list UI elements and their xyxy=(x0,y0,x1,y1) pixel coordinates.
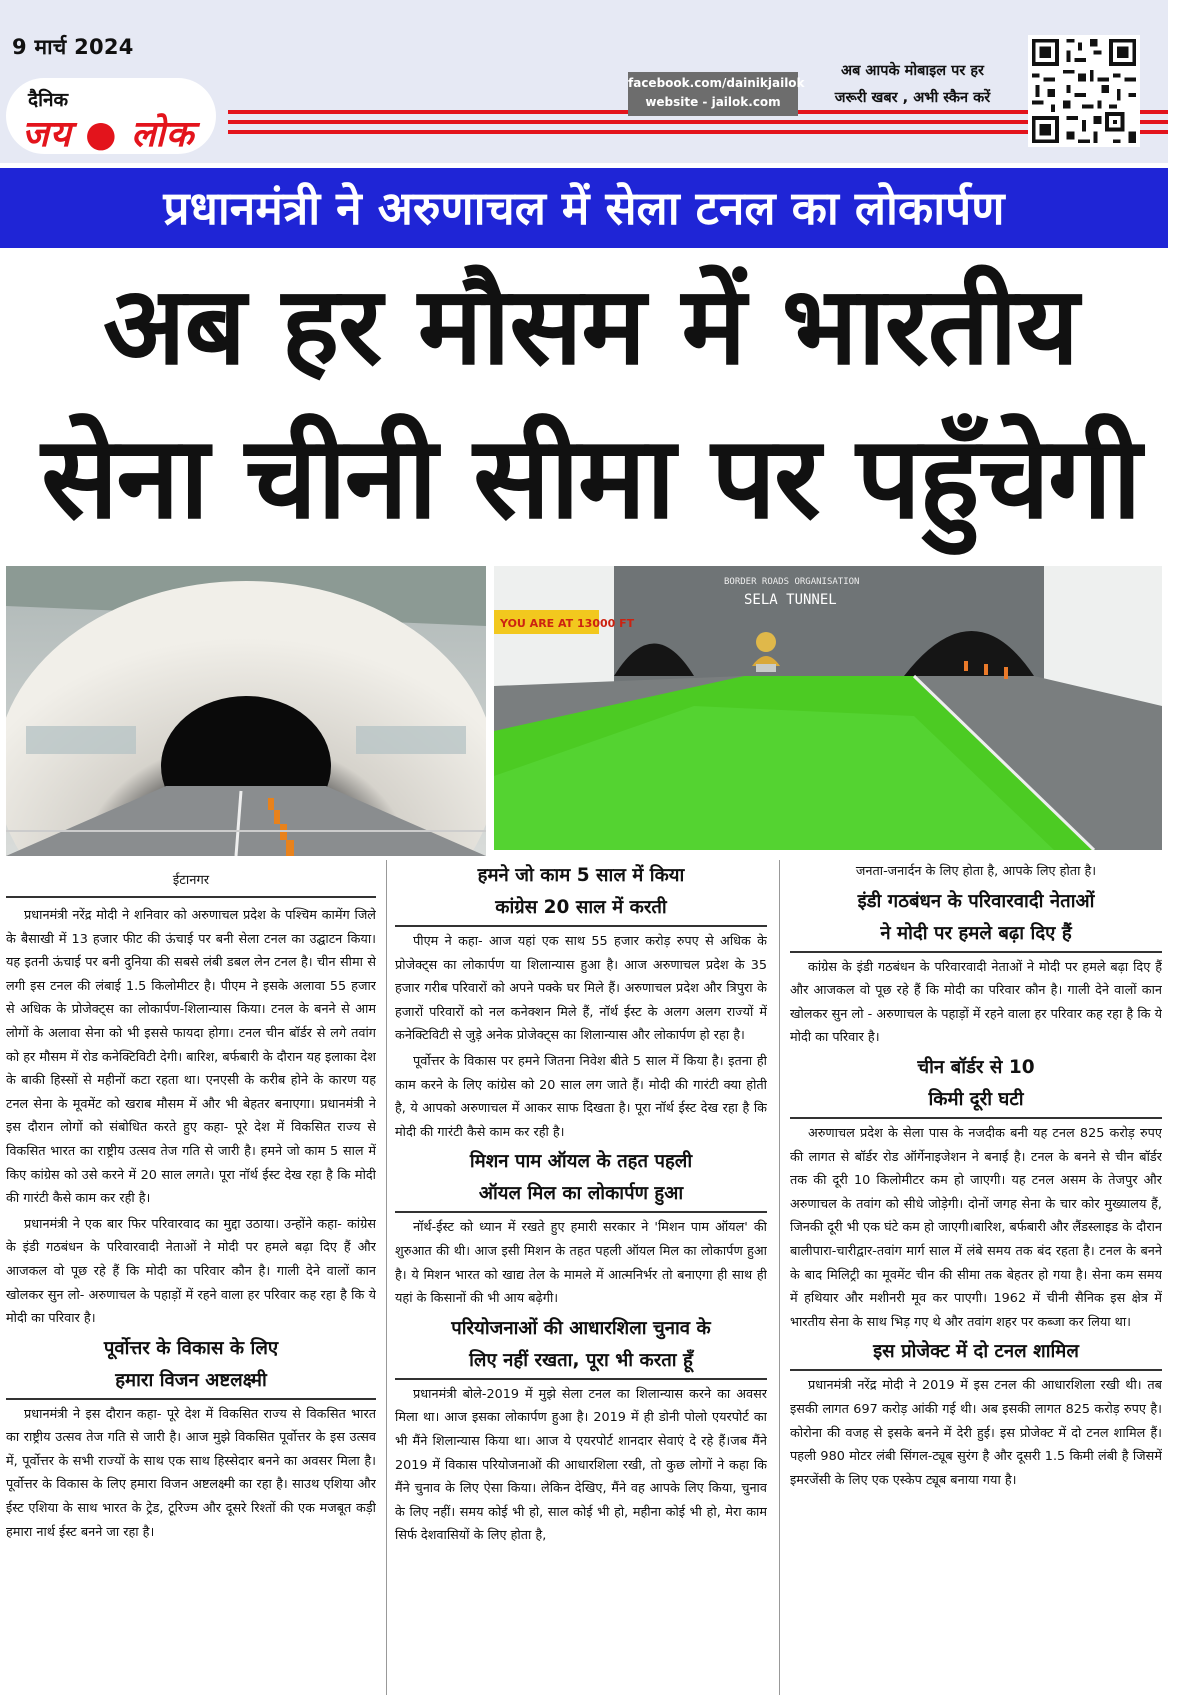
article-paragraph: पीएम ने कहा- आज यहां एक साथ 55 हजार करोड़ रुपए से अधिक के प्रोजेक्ट्स का लोकार्पण या शिलान्यास हुआ है। आज अरुणाचल प्रदेश के 35 हजार गरीब परिवारों को अपने पक्के घर मिले हैं। अरुणाचल प्रदेश और त्रिपुरा के हजारों परिवारों को नल कनेक्शन मिले हैं, नॉर्थ ईस्ट के अलग अलग राज्यों में कनेक्टिविटी से जुड़े अनेक प्रोजेक्ट्स का शिलान्यास और लोकार्पण हो रहा है। xyxy=(395,934,767,1044)
logo-daily-label: दैनिक xyxy=(28,89,69,111)
main-headline-line2: सेना चीनी सीमा पर पहुँचेगी xyxy=(41,411,1140,544)
issue-date: 9 मार्च 2024 xyxy=(12,35,134,59)
article-paragraph: प्रधानमंत्री ने एक बार फिर परिवारवाद का मुद्दा उठाया। उन्होंने कहा- कांग्रेस के इंडी गठबंधन के परिवारवादी नेताओं ने मोदी पर हमले बढ़ा दिए हैं और आजकल वो पूछ रहे हैं कि मोदी का परिवार कौन है। गाली देने वालों कान खोलकर सुन लो- अरुणाचल के पहाड़ों में रहने वाला हर परिवार कह रहा है कि ये मोदी का परिवार है। xyxy=(6,1216,376,1327)
subheading: मिशन पाम ऑयल के तहत पहली ऑयल मिल का लोकार्पण हुआ xyxy=(395,1146,767,1213)
column-divider xyxy=(779,860,780,1695)
facebook-link[interactable]: facebook.com/dainikjailok xyxy=(628,76,805,90)
article-paragraph: प्रधानमंत्री ने इस दौरान कहा- पूरे देश में विकसित राज्य से विकसित भारत का राष्ट्रीय उत्सव तेज गति से जारी है। आज मुझे विकसित पूर्वोत्तर के इस उत्सव में, पूर्वोत्तर के सभी राज्यों के साथ एक साथ हिस्सेदार बनने का अवसर मिला है। पूर्वोत्तर के विकास के लिए हमारा विजन अष्टलक्ष्मी का रहा है। साउथ एशिया और ईस्ट एशिया के साथ भारत के ट्रेड, टूरिज्म और दूसरे रिश्तों की एक मजबूत कड़ी हमारा नार्थ ईस्ट बनने जा रहा है। xyxy=(6,1406,376,1540)
subheading: इंडी गठबंधन के परिवारवादी नेताओं ने मोदी पर हमले बढ़ा दिए हैं xyxy=(790,886,1162,953)
article-paragraph: नॉर्थ-ईस्ट को ध्यान में रखते हुए हमारी सरकार ने 'मिशन पाम ऑयल' की शुरुआत की थी। आज इसी मिशन के तहत पहली ऑयल मिल का लोकार्पण हुआ है। ये मिशन भारत को खाद्य तेल के मामले में आत्मनिर्भर तो बनाएगा ही साथ ही यहां के किसानों की भी आय बढ़ेगी। xyxy=(395,1220,767,1307)
article-column-3 xyxy=(790,860,1162,1690)
article-paragraph: प्रधानमंत्री नरेंद्र मोदी ने शनिवार को अरुणाचल प्रदेश के पश्चिम कामेंग जिले के बैसाखी में 13 हजार फीट की ऊंचाई पर बनी सेला टनल का उद्घाटन किया। यह इतनी ऊंचाई पर बनी दुनिया की सबसे लंबी डबल लेन टनल है। चीन सीमा से लगी इस टनल की लंबाई 1.5 किलोमीटर है। पीएम ने इसके अलावा 55 हजार से अधिक के प्रोजेक्ट्स का लोकार्पण-शिलान्यास किया। टनल के बनने से आम लोगों के अलावा सेना को भी इससे फायदा होगा। टनल चीन बॉर्डर से लगे तवांग को हर मौसम में रोड कनेक्टिविटी देगी। बारिश, बर्फबारी के दौरान यह इलाका देश के बाकी हिस्सों से महीनों कटा रहता था। एनएसी के करीब होने के कारण यह टनल सेना के मूवमेंट को खराब मौसम में और भी बेहतर बनाएगा। प्रधानमंत्री ने इस दौरान लोगों को संबोधित करते हुए कहा- पूरे देश में विकसित राज्य से विकसित भारत का राष्ट्रीय उत्सव तेज गति से जारी है। हमने जो काम 5 साल में किए कांग्रेस को उसे करने में 20 साल लगते। पूरा नॉर्थ ईस्ट देख रहा है कि मोदी की गारंटी कैसे काम कर रही है। xyxy=(6,908,376,1207)
tunnel-portal-illustration xyxy=(494,566,1162,850)
column-divider xyxy=(386,860,387,1695)
website-link[interactable]: website - jailok.com xyxy=(645,95,781,109)
subheading: परियोजनाओं की आधारशिला चुनाव के लिए नहीं रखता, पूरा भी करता हूँ xyxy=(395,1313,767,1380)
tunnel-interior-illustration xyxy=(6,566,486,856)
article-paragraph: कांग्रेस के इंडी गठबंधन के परिवारवादी नेताओं ने मोदी पर हमले बढ़ा दिए हैं और आजकल वो पूछ रहे हैं कि मोदी का परिवार कौन है। गाली देने वालों कान खोलकर सुन लो - अरुणाचल के पहाड़ों में रहने वाला हर परिवार कह रहा है कि ये मोदी का परिवार है। xyxy=(790,959,1162,1046)
altitude-sign-text: YOU ARE AT 13000 FT xyxy=(500,617,635,630)
sign-org-text: BORDER ROADS ORGANISATION xyxy=(724,577,860,587)
subheading: चीन बॉर्डर से 10 किमी दूरी घटी xyxy=(790,1052,1162,1119)
article-column-1 xyxy=(6,860,376,1690)
article-paragraph: प्रधानमंत्री नरेंद्र मोदी ने 2019 में इस टनल की आधारशिला रखी थी। तब इसकी लागत 697 करोड़ आंकी गई थी। अब इसकी लागत 825 करोड़ रुपए है। कोरोना की वजह से इसके बनने में देरी हुई। इस प्रोजेक्ट में दो टनल शामिल हैं। पहली 980 मोटर लंबी सिंगल-ट्यूब सुरंग है और दूसरी 1.5 किमी लंबी है जिसमें इमरजेंसी के लिए एक एस्केप ट्यूब बनाया गया है। xyxy=(790,1378,1162,1488)
qr-promo-text: अब आपके मोबाइल पर हर जरूरी खबर , अभी स्कैन करें xyxy=(834,63,991,106)
masthead-rule xyxy=(228,120,1168,124)
social-links-box xyxy=(628,72,805,116)
sela-tunnel-portal-photo xyxy=(494,566,1162,850)
main-headline-line1: अब हर मौसम में भारतीय xyxy=(102,264,1079,389)
column-separator xyxy=(6,896,376,898)
dateline: ईटानगर xyxy=(172,873,210,888)
kicker-banner: प्रधानमंत्री ने अरुणाचल में सेला टनल का लोकार्पण xyxy=(0,168,1168,248)
article-paragraph: प्रधानमंत्री बोले-2019 में मुझे सेला टनल का शिलान्यास करने का अवसर मिला था। आज इसका लोकार्पण हुआ है। 2019 में ही डोनी पोलो एयरपोर्ट का भी मैंने शिलान्यास किया था। आज ये एयरपोर्ट शानदार सेवाएं दे रहे हैं।जब मैंने 2019 में विकास परियोजनाओं की आधारशिला रखी, तो कुछ लोगों ने कहा कि मैंने चुनाव के लिए ऐसा किया। लेकिन देखिए, मैंने वह आपके लिए किया, चुनाव के लिए नहीं। समय कोई भी हो, साल कोई भी हो, महीना कोई भी हो, मेरा काम सिर्फ देशवासियों के लिए होता है, xyxy=(395,1386,767,1544)
article-paragraph: पूर्वोत्तर के विकास पर हमने जितना निवेश बीते 5 साल में किया है। इतना ही काम करने के लिए कांग्रेस को 20 साल लग जाते हैं। मोदी की गारंटी क्या होती है, ये आपको अरुणाचल में आकर साफ दिखता है। पूरा नॉर्थ ईस्ट देख रहा है कि मोदी की गारंटी कैसे काम कर रही है। xyxy=(395,1053,767,1140)
article-column-2 xyxy=(395,860,767,1690)
masthead xyxy=(0,0,1168,163)
subheading: हमने जो काम 5 साल में किया कांग्रेस 20 साल में करती xyxy=(395,860,767,927)
newspaper-logo: जय ● लोक xyxy=(22,114,195,155)
article-paragraph: जनता-जनार्दन के लिए होता है, आपके लिए होता है। xyxy=(855,864,1097,879)
sign-name-text: SELA TUNNEL xyxy=(744,592,837,608)
subheading: पूर्वोत्तर के विकास के लिए हमारा विजन अष्टलक्ष्मी xyxy=(6,1333,376,1400)
article-paragraph: अरुणाचल प्रदेश के सेला पास के नजदीक बनी यह टनल 825 करोड़ रुपए की लागत से बॉर्डर रोड ऑर्गेनाइजेशन ने बनाई है। टनल के बनने से चीन बॉर्डर तक की दूरी 10 किलोमीटर कम हो जाएगी। यह टनल असम के तेजपुर और अरुणाचल के तवांग को सीधे जोड़ेगी। दोनों जगह सेना के चार कोर मुख्यालय हैं, जिनकी दूरी भी एक घंटे कम हो जाएगी।बारिश, बर्फबारी और लैंडस्लाइड के दौरान बालीपारा-चारीद्वार-तवांग मार्ग साल में लंबे समय तक बंद रहता है। टनल के बनने के बाद मिलिट्री का मूवमेंट चीन की सीमा तक बेहतर हो गया है। सेना कम समय में हथियार और मशीनरी मूव कर पाएगी। 1962 में चीनी सैनिक इस क्षेत्र में भारतीय सेना के साथ भिड़ गए थे और तवांग शहर पर कब्जा कर लिया था। xyxy=(790,1125,1162,1330)
subheading: इस प्रोजेक्ट में दो टनल शामिल xyxy=(790,1336,1162,1371)
qr-code-icon[interactable] xyxy=(1028,35,1140,147)
masthead-rule xyxy=(228,130,1168,134)
tunnel-interior-photo xyxy=(6,566,486,856)
